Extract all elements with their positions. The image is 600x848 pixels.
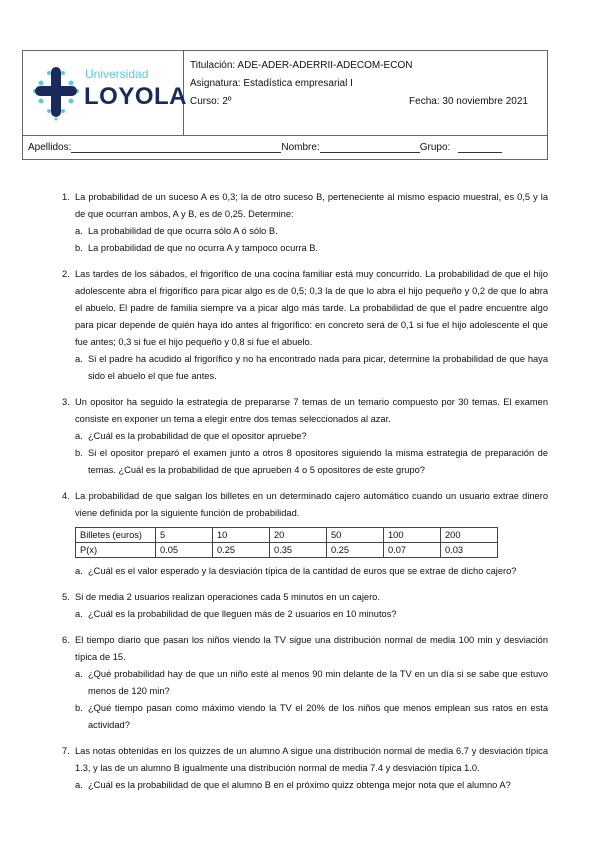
- nombre-field[interactable]: [320, 139, 420, 153]
- table-cell: 10: [213, 528, 270, 543]
- table-cell: 0.25: [327, 543, 384, 558]
- table-row: [76, 528, 498, 543]
- fecha: Fecha: 30 noviembre 2021: [409, 96, 528, 107]
- apellidos-field[interactable]: [71, 139, 281, 153]
- asignatura: Asignatura: Estadística empresarial I: [190, 78, 353, 89]
- question-5: [62, 589, 548, 623]
- table-cell: 0.07: [384, 543, 441, 558]
- question-1: [62, 189, 548, 257]
- question-text: La probabilidad de un suceso A es 0,3; la de otro suceso B, perteneciente al mismo espacio muestral, es 0,5 y la de que ocurran ambos, A y B, es de 0,25. Determine:: [75, 192, 548, 219]
- question-number: 5.: [62, 592, 70, 602]
- table-cell: 5: [156, 528, 213, 543]
- university-logo: [23, 51, 187, 135]
- question-4: [62, 488, 548, 580]
- question-number: 1.: [62, 192, 70, 202]
- loyola-cross-icon: [27, 61, 83, 125]
- question-number: 4.: [62, 491, 70, 501]
- questions-list: [62, 189, 548, 803]
- table-cell: 0.25: [213, 543, 270, 558]
- sub-item: a. Si el padre ha acudido al frigorífico y no ha encontrado nada para picar, determine la probabilidad de que haya sido el abuelo el que fue antes.: [75, 354, 548, 381]
- question-text: La probabilidad de que salgan los billetes en un determinado cajero automático cuando un usuario extrae dinero viene definida por la siguiente función de probabilidad.: [75, 491, 548, 518]
- table-cell: 50: [327, 528, 384, 543]
- sub-item: a. ¿Cuál es la probabilidad de que el alumno B en el próximo quizz obtenga mejor nota que el alumno A?: [75, 780, 511, 790]
- sub-item: a. ¿Cuál es el valor esperado y la desviación típica de la cantidad de euros que se extrae de dicho cajero?: [75, 566, 517, 576]
- table-cell: 20: [270, 528, 327, 543]
- apellidos-label: Apellidos:: [28, 142, 72, 153]
- question-number: 2.: [62, 269, 70, 279]
- sub-item: a. ¿Cuál es la probabilidad de que el opositor apruebe?: [75, 431, 307, 441]
- probability-table: [75, 527, 498, 558]
- table-row: [76, 543, 498, 558]
- logo-text-universidad: Universidad: [85, 67, 149, 81]
- table-cell: 200: [441, 528, 498, 543]
- student-fields: [23, 135, 547, 159]
- table-cell: P(x): [76, 543, 156, 558]
- question-number: 7.: [62, 746, 70, 756]
- question-number: 3.: [62, 397, 70, 407]
- table-cell: 0.05: [156, 543, 213, 558]
- question-3: [62, 394, 548, 479]
- curso: Curso: 2º: [190, 96, 232, 107]
- sub-item: b. ¿Qué tiempo pasan como máximo viendo la TV el 20% de los niños que menos emplean sus ratos en esta actividad?: [75, 703, 548, 730]
- question-number: 6.: [62, 635, 70, 645]
- table-cell: 0.35: [270, 543, 327, 558]
- table-cell: 0.03: [441, 543, 498, 558]
- grupo-label: Grupo:: [419, 142, 451, 153]
- sub-item: b. La probabilidad de que no ocurra A y tampoco ocurra B.: [75, 243, 318, 253]
- table-cell: 100: [384, 528, 441, 543]
- exam-header: [22, 50, 548, 160]
- question-text: Las tardes de los sábados, el frigorífico de una cocina familiar está muy concurrido. La probabilidad de que el hijo adolescente abra el frigorífico para picar algo es de 0,5; 0,3 la de que lo abra el hijo pequeño y 0,2 de que lo abra el abuelo. El padre de familia siempre va a picar algo más tarde. La probabilidad de que el padre encuentre algo para picar depende de quién haya ido antes al frigorífico: en concreto será de 0,1 si fue el hijo adolescente el que fue antes; 0,3 si fue el hijo pequeño y 0,8 si fue el abuelo.: [75, 269, 548, 347]
- question-text: El tiempo diario que pasan los niños viendo la TV sigue una distribución normal de media 100 min y desviación típica de 15.: [75, 635, 548, 662]
- question-2: [62, 266, 548, 385]
- question-text: Las notas obtenidas en los quizzes de un alumno A sigue una distribución normal de media 6.7 y desviación típica 1.3, y las de un alumno B igualmente una distribución normal de media 7.4 y desviación típica 1.0.: [75, 746, 548, 773]
- question-text: Un opositor ha seguido la estrategia de prepararse 7 temas de un temario compuesto por 30 temas. El examen consiste en exponer un tema a elegir entre dos temas seleccionados al azar.: [75, 397, 548, 424]
- sub-item: a. La probabilidad de que ocurra sólo A ó sólo B.: [75, 226, 278, 236]
- titulacion: Titulación: ADE-ADER-ADERRII-ADECOM-ECON: [190, 60, 413, 71]
- table-cell: Billetes (euros): [76, 528, 156, 543]
- course-info: [184, 51, 547, 135]
- logo-text-loyola: LOYOLA: [84, 83, 187, 110]
- sub-item: a. ¿Cuál es la probabilidad de que lleguen más de 2 usuarios en 10 minutos?: [75, 609, 397, 619]
- question-text: Si de media 2 usuarios realizan operaciones cada 5 minutos en un cajero.: [75, 592, 380, 602]
- sub-item: a. ¿Qué probabilidad hay de que un niño esté al menos 90 min delante de la TV en un día si se sabe que estuvo menos de 120 min?: [75, 669, 548, 696]
- grupo-field[interactable]: [458, 139, 502, 153]
- question-6: [62, 632, 548, 734]
- nombre-label: Nombre:: [281, 142, 320, 153]
- question-7: [62, 743, 548, 794]
- sub-item: b. Si el opositor preparó el examen junto a otros 8 opositores siguiendo la misma estrategia de preparación de temas. ¿Cuál es la probabilidad de que aprueben 4 o 5 opositores de este grupo?: [75, 448, 548, 475]
